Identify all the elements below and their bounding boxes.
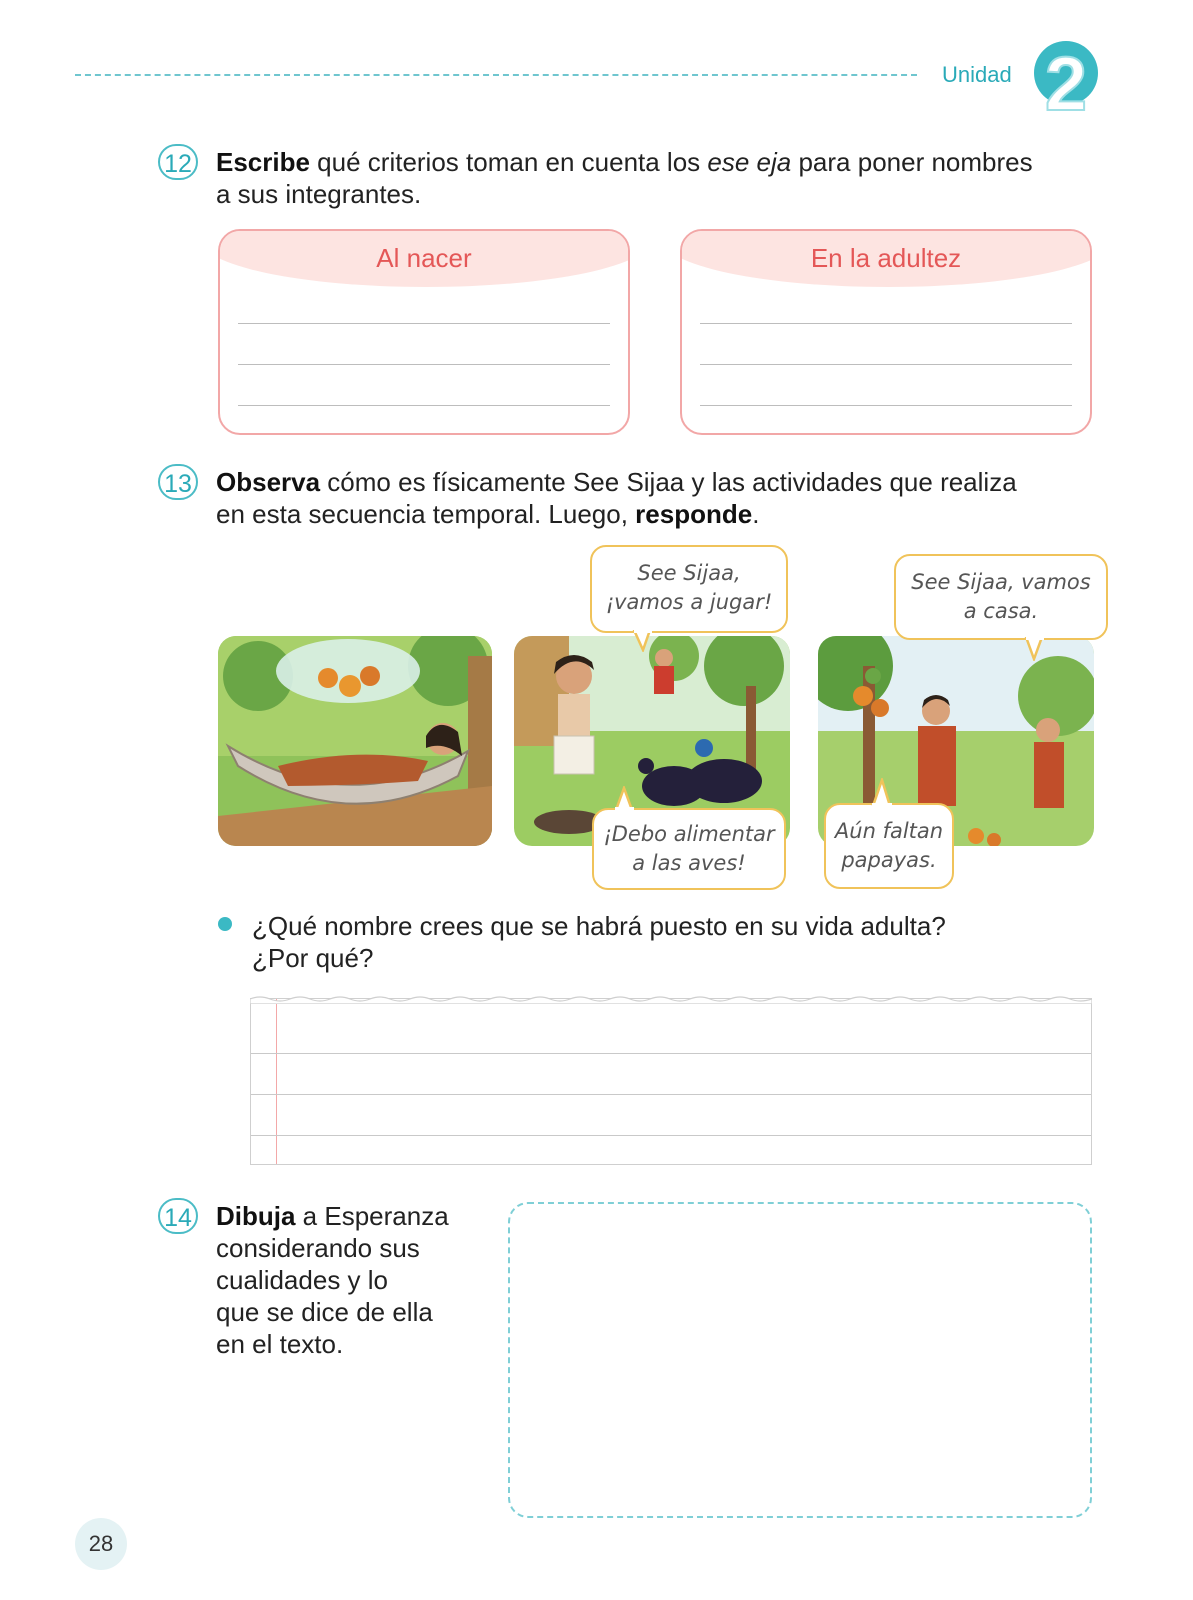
- writing-line: [251, 1053, 1091, 1054]
- question-13-verb: Observa: [216, 467, 321, 497]
- speech-bubble-tail: [632, 630, 654, 652]
- unit-number-badge: [1030, 38, 1100, 118]
- question-13-prompt: ¿Qué nombre crees que se habrá puesto en su vida adulta? ¿Por qué?: [252, 911, 946, 973]
- question-14-text: Dibuja a Esperanza considerando sus cualidades y lo que se dice de ella en el texto.: [216, 1201, 449, 1359]
- writing-line: [251, 1094, 1091, 1095]
- writing-line: [238, 364, 610, 365]
- speech-bubble-vamos-a-casa: See Sijaa, vamos a casa.: [894, 554, 1108, 640]
- answer-notebook-area[interactable]: [250, 998, 1092, 1165]
- writing-line: [238, 323, 610, 324]
- speech-bubble-vamos-a-jugar: See Sijaa, ¡vamos a jugar!: [590, 545, 788, 633]
- bullet-dot: [218, 917, 232, 931]
- drawing-area[interactable]: [508, 1202, 1092, 1518]
- activity-number-12: 12: [158, 144, 198, 180]
- question-14-verb: Dibuja: [216, 1201, 296, 1231]
- unit-label: Unidad: [942, 62, 1012, 87]
- speech-bubble-tail: [870, 778, 894, 806]
- writing-line: [700, 323, 1072, 324]
- answer-box-al-nacer[interactable]: [218, 229, 630, 435]
- box-title-al-nacer: Al nacer: [376, 243, 472, 273]
- notebook-torn-edge: [250, 990, 1092, 1004]
- speech-bubble-tail: [1024, 637, 1046, 661]
- writing-line: [238, 405, 610, 406]
- header-dashed-line: [75, 74, 917, 76]
- illustration-hammock: [218, 636, 492, 846]
- activity-number-13: 13: [158, 464, 198, 500]
- speech-bubble-aun-faltan-papayas: Aún faltan papayas.: [824, 803, 954, 889]
- writing-line: [700, 405, 1072, 406]
- writing-line: [700, 364, 1072, 365]
- speech-bubble-debo-alimentar: ¡Debo alimentar a las aves!: [592, 808, 786, 890]
- writing-line: [251, 1135, 1091, 1136]
- page-number: 28: [75, 1518, 127, 1570]
- activity-number-14: 14: [158, 1198, 198, 1234]
- question-13-text: Observa cómo es físicamente See Sijaa y las actividades que realiza en esta secuencia temporal. Luego, responde.: [216, 467, 1017, 529]
- answer-box-en-la-adultez[interactable]: [680, 229, 1092, 435]
- question-12-verb: Escribe: [216, 147, 310, 177]
- question-12-text: Escribe qué criterios toman en cuenta los ese eja para poner nombres a sus integrantes.: [216, 147, 1033, 209]
- notebook-margin-line: [276, 999, 277, 1164]
- speech-bubble-tail: [612, 786, 636, 810]
- unit-number: 2: [1044, 42, 1088, 118]
- box-title-en-la-adultez: En la adultez: [810, 243, 962, 273]
